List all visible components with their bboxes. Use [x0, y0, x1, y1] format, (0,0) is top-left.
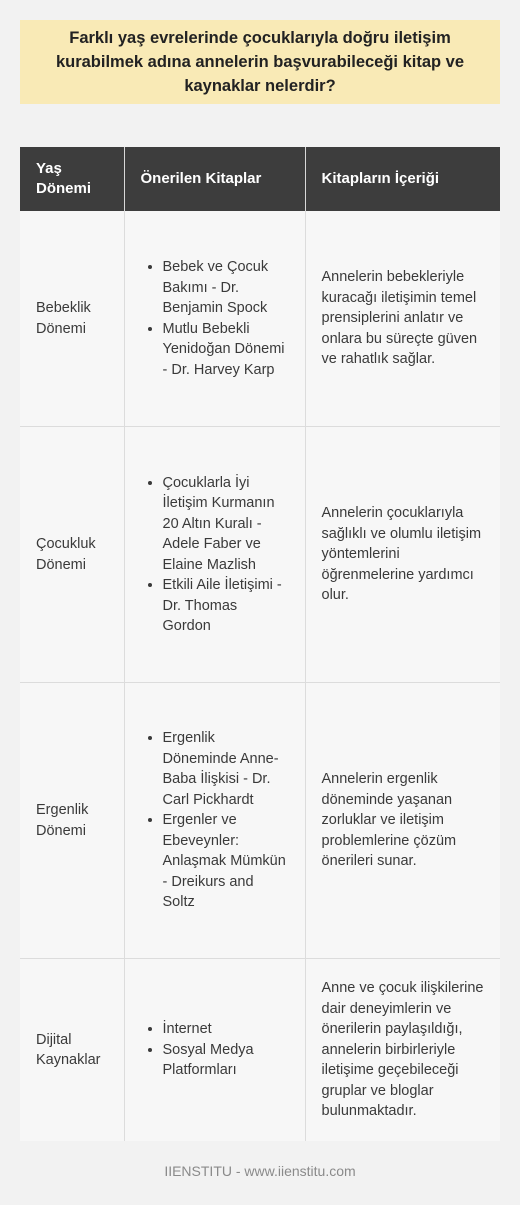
list-item: • Sosyal Medya Platformları — [163, 1040, 289, 1081]
table-row — [20, 683, 500, 959]
table-header-row — [20, 147, 500, 211]
book-list — [141, 473, 289, 637]
question-banner — [20, 20, 500, 104]
list-item: • Etkili Aile İletişimi - Dr. Thomas Gordon — [163, 575, 289, 637]
period-cell: Dijital Kaynaklar — [20, 959, 124, 1142]
content-cell: Annelerin çocuklarıyla sağlıklı ve olumlu iletişim yöntemlerini öğrenmelerine yardımcı olur. — [305, 427, 500, 683]
content-cell: Annelerin ergenlik döneminde yaşanan zorluklar ve iletişim problemlerine çözüm önerileri sunar. — [305, 683, 500, 959]
question-text: Farklı yaş evrelerinde çocuklarıyla doğru iletişim kurabilmek adına annelerin başvurabileceği kitap ve kaynaklar nelerdir? — [55, 29, 465, 95]
list-item: • Ergenler ve Ebeveynler: Anlaşmak Mümkün - Dreikurs and Soltz — [163, 810, 289, 913]
list-item: • İnternet — [163, 1019, 289, 1040]
period-cell: Bebeklik Dönemi — [20, 211, 124, 427]
list-item: • Çocuklarla İyi İletişim Kurmanın 20 Altın Kuralı - Adele Faber ve Elaine Mazlish — [163, 473, 289, 576]
books-cell — [124, 211, 305, 427]
content-cell: Annelerin bebekleriyle kuracağı iletişimin temel prensiplerini anlatır ve onlara bu süreçte güven ve rahatlık sağlar. — [305, 211, 500, 427]
books-cell — [124, 683, 305, 959]
period-cell: Çocukluk Dönemi — [20, 427, 124, 683]
table-row — [20, 959, 500, 1142]
books-cell — [124, 959, 305, 1142]
content-cell: Anne ve çocuk ilişkilerine dair deneyimlerin ve önerilerin paylaşıldığı, annelerin birbirleriyle iletişime geçebileceği gruplar ve bloglar bulunmaktadır. — [321, 980, 484, 1120]
footer-attribution: IIENSTITU - www.iienstitu.com — [164, 1163, 356, 1179]
book-list — [141, 257, 289, 380]
list-item: • Bebek ve Çocuk Bakımı - Dr. Benjamin Spock — [163, 257, 289, 319]
table-row — [20, 211, 500, 427]
header-age-period: Yaş Dönemi — [20, 147, 124, 211]
list-item: • Ergenlik Döneminde Anne-Baba İlişkisi - Dr. Carl Pickhardt — [163, 728, 289, 810]
header-recommended-books: Önerilen Kitaplar — [124, 147, 305, 211]
header-book-content: Kitapların İçeriği — [305, 147, 500, 211]
period-cell: Ergenlik Dönemi — [20, 683, 124, 959]
books-cell — [124, 427, 305, 683]
book-list — [141, 728, 289, 913]
resources-table — [20, 147, 500, 1141]
list-item: • Mutlu Bebekli Yenidoğan Dönemi - Dr. Harvey Karp — [163, 319, 289, 381]
book-list — [141, 1019, 289, 1081]
table-row — [20, 427, 500, 683]
